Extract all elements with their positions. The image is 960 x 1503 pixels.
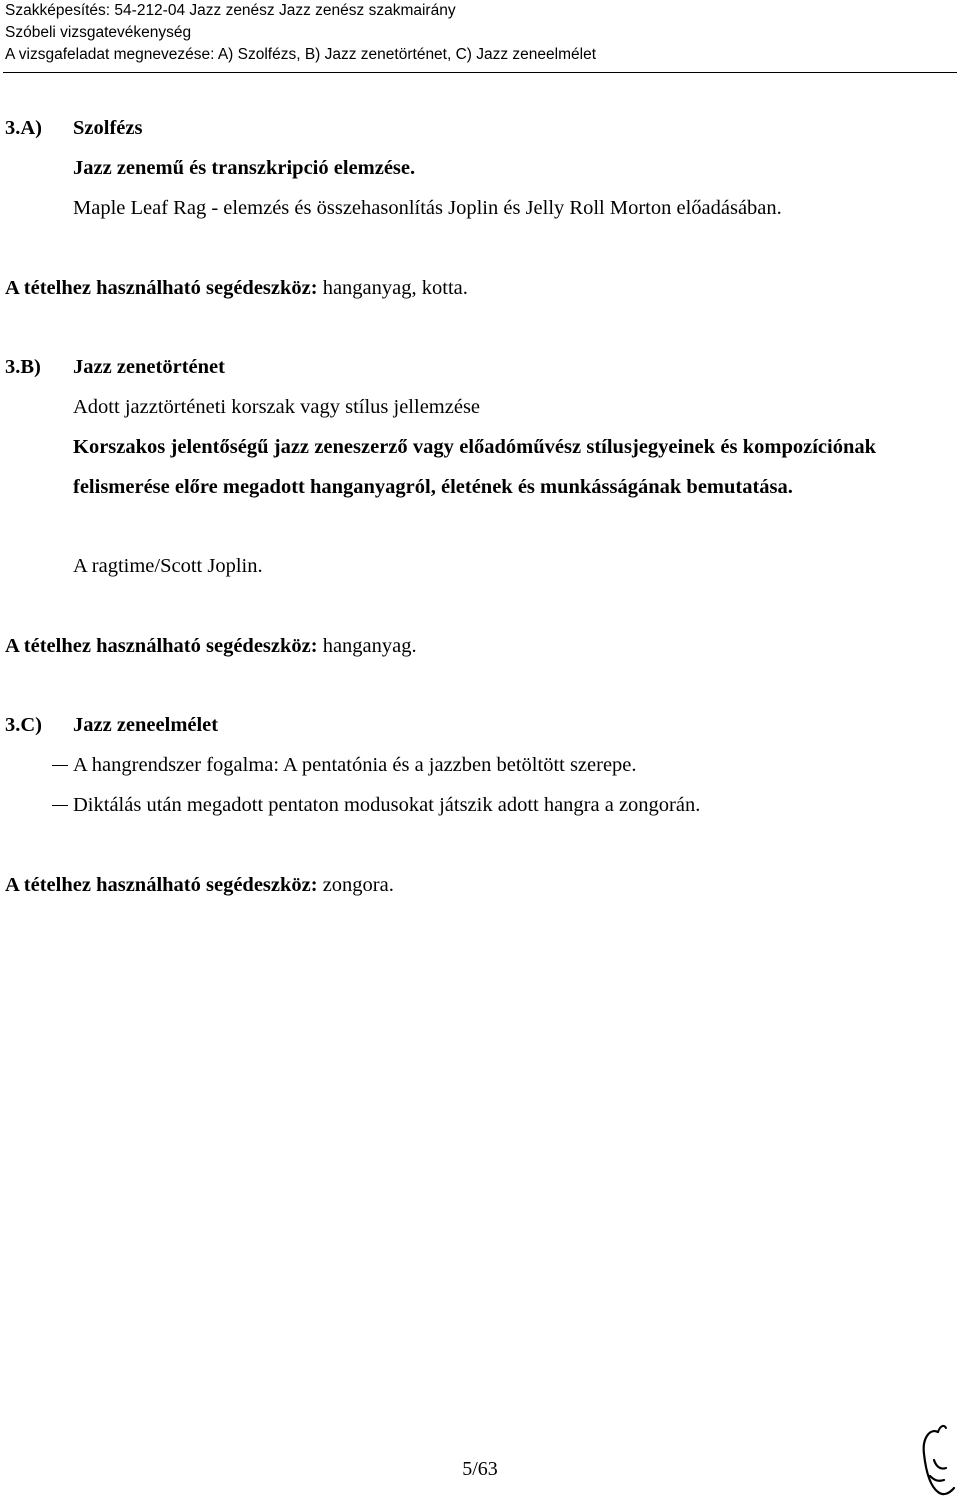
- section-c-bullet-1-text: A hangrendszer fogalma: A pentatónia és a jazzben betöltött szerepe.: [73, 754, 637, 776]
- section-c-title: Jazz zeneelmélet: [73, 714, 219, 736]
- section-c-bullet-2: [52, 793, 700, 817]
- section-b-aid-value: hanganyag.: [322, 635, 417, 657]
- section-a-text: Maple Leaf Rag - elemzés és összehasonlítás Joplin és Jelly Roll Morton előadásában.: [73, 197, 782, 219]
- section-a-aid-label: A tételhez használható segédeszköz:: [5, 277, 318, 299]
- section-c-bullet-1: [52, 753, 637, 777]
- section-b-topic: A ragtime/Scott Joplin.: [73, 555, 263, 577]
- document-header: [5, 0, 596, 66]
- dash-bullet-icon: [52, 765, 68, 766]
- handwritten-signature: [916, 1420, 960, 1503]
- header-exam-activity: Szóbeli vizsgatevékenység: [5, 24, 192, 41]
- section-a-aid-value: hanganyag, kotta.: [322, 277, 468, 299]
- section-a-number: 3.A): [5, 117, 43, 139]
- section-b-aid: [5, 634, 417, 658]
- section-a-aid: [5, 276, 468, 300]
- section-b-number: 3.B): [5, 356, 41, 378]
- section-a-subtitle: Jazz zenemű és transzkripció elemzése.: [73, 157, 416, 179]
- section-b-paragraph: Korszakos jelentőségű jazz zeneszerző vagy előadóművész stílusjegyeinek és kompozíciónak felismerése előre megadott hanganyagról, életének és munkásságának bemutatása.: [73, 436, 876, 498]
- dash-bullet-icon: [52, 805, 68, 806]
- header-divider: [3, 72, 957, 73]
- section-c-bullet-2-text: Diktálás után megadott pentaton modusokat játszik adott hangra a zongorán.: [73, 794, 701, 816]
- section-c-aid-label: A tételhez használható segédeszköz:: [5, 874, 318, 896]
- section-c-aid-value: zongora.: [322, 874, 394, 896]
- section-c-number: 3.C): [5, 714, 43, 736]
- section-b-title: Jazz zenetörténet: [73, 356, 225, 378]
- section-a-title: Szolfézs: [73, 117, 143, 139]
- section-b-subtitle: Adott jazztörténeti korszak vagy stílus jellemzése: [73, 396, 481, 418]
- header-qualification: Szakképesítés: 54-212-04 Jazz zenész Jazz zenész szakmairány: [5, 2, 456, 19]
- page-number: 5/63: [462, 1458, 498, 1480]
- section-b-aid-label: A tételhez használható segédeszköz:: [5, 635, 318, 657]
- section-c-aid: [5, 873, 394, 897]
- header-task-name: A vizsgafeladat megnevezése: A) Szolfézs, B) Jazz zenetörténet, C) Jazz zeneelmélet: [5, 46, 597, 63]
